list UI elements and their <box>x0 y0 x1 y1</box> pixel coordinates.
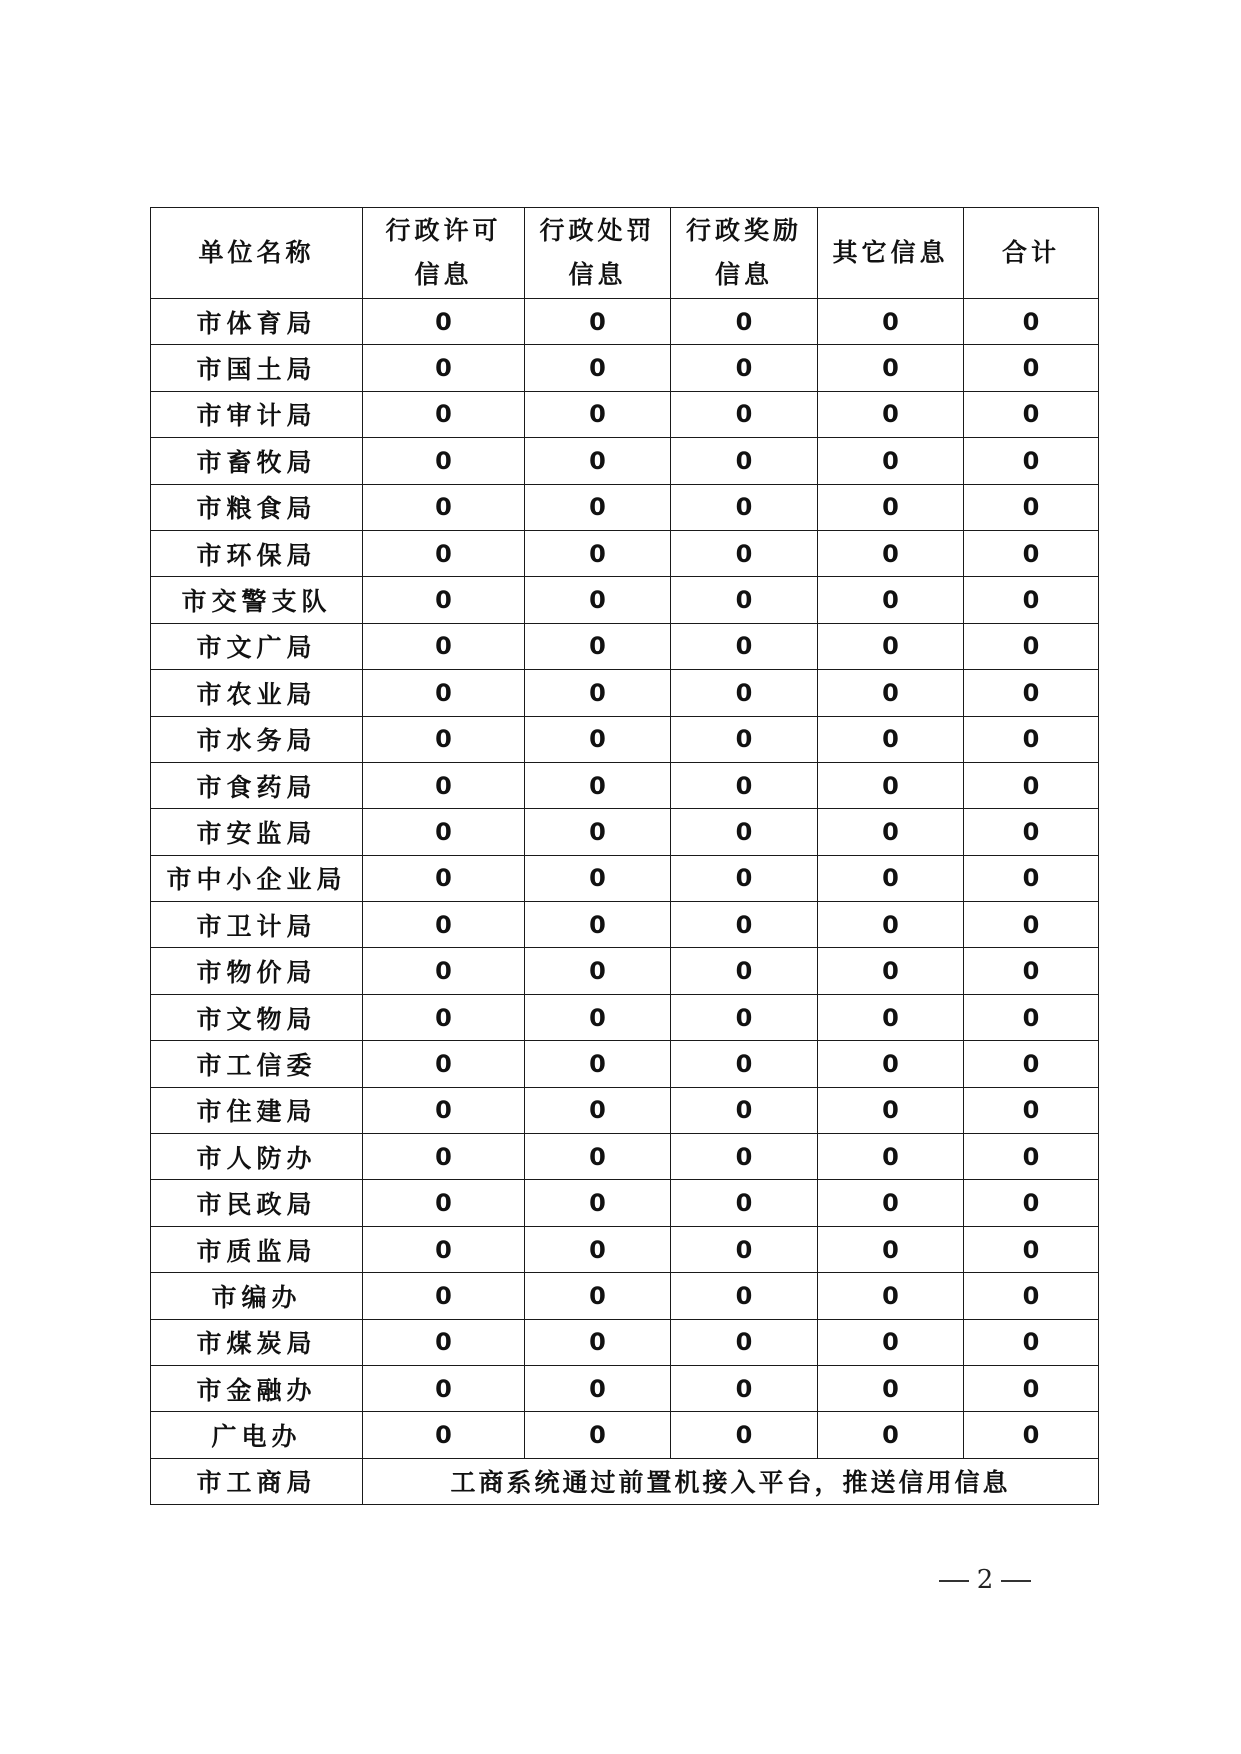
reward-count-cell: 0 <box>671 902 818 948</box>
table-row <box>151 1134 1099 1180</box>
reward-count-cell: 0 <box>671 1412 818 1458</box>
other-count-cell: 0 <box>818 1273 964 1319</box>
permit-count-cell: 0 <box>363 1087 525 1133</box>
penalty-count-cell: 0 <box>525 1087 671 1133</box>
unit-name-cell: 市编办 <box>151 1273 363 1319</box>
penalty-count-cell: 0 <box>525 994 671 1040</box>
total-count-cell: 0 <box>964 391 1099 437</box>
total-count-cell: 0 <box>964 577 1099 623</box>
unit-name-cell: 市中小企业局 <box>151 855 363 901</box>
other-count-cell: 0 <box>818 530 964 576</box>
table-body <box>151 299 1099 1505</box>
permit-count-cell: 0 <box>363 902 525 948</box>
total-count-cell: 0 <box>964 762 1099 808</box>
reward-count-cell: 0 <box>671 345 818 391</box>
header-other-info: 其它信息 <box>818 208 964 299</box>
permit-count-cell: 0 <box>363 1412 525 1458</box>
unit-name-cell: 市住建局 <box>151 1087 363 1133</box>
other-count-cell: 0 <box>818 855 964 901</box>
integration-note-cell: 工商系统通过前置机接入平台，推送信用信息 <box>363 1458 1099 1504</box>
table-row <box>151 1365 1099 1411</box>
unit-name-cell: 市国土局 <box>151 345 363 391</box>
permit-count-cell: 0 <box>363 948 525 994</box>
total-count-cell: 0 <box>964 1180 1099 1226</box>
table-row <box>151 484 1099 530</box>
penalty-count-cell: 0 <box>525 948 671 994</box>
other-count-cell: 0 <box>818 577 964 623</box>
other-count-cell: 0 <box>818 670 964 716</box>
total-count-cell: 0 <box>964 994 1099 1040</box>
unit-name-cell: 市民政局 <box>151 1180 363 1226</box>
reward-count-cell: 0 <box>671 1365 818 1411</box>
total-count-cell: 0 <box>964 530 1099 576</box>
table-row <box>151 1041 1099 1087</box>
total-count-cell: 0 <box>964 1226 1099 1272</box>
table-row <box>151 1226 1099 1272</box>
header-reward-line-2: 信息 <box>714 260 773 289</box>
page-number-dash-left <box>939 1580 969 1582</box>
total-count-cell: 0 <box>964 1087 1099 1133</box>
total-count-cell: 0 <box>964 1412 1099 1458</box>
penalty-count-cell: 0 <box>525 1226 671 1272</box>
total-count-cell: 0 <box>964 1041 1099 1087</box>
total-count-cell: 0 <box>964 299 1099 345</box>
table-row <box>151 902 1099 948</box>
permit-count-cell: 0 <box>363 299 525 345</box>
unit-name-cell: 市畜牧局 <box>151 438 363 484</box>
table-row <box>151 1273 1099 1319</box>
unit-name-cell: 市质监局 <box>151 1226 363 1272</box>
other-count-cell: 0 <box>818 1180 964 1226</box>
permit-count-cell: 0 <box>363 1226 525 1272</box>
page-number-dash-right <box>1001 1580 1031 1582</box>
penalty-count-cell: 0 <box>525 299 671 345</box>
permit-count-cell: 0 <box>363 855 525 901</box>
credit-info-table <box>150 207 1099 1505</box>
other-count-cell: 0 <box>818 948 964 994</box>
permit-count-cell: 0 <box>363 577 525 623</box>
penalty-count-cell: 0 <box>525 1365 671 1411</box>
unit-name-cell: 市文物局 <box>151 994 363 1040</box>
penalty-count-cell: 0 <box>525 345 671 391</box>
table-row <box>151 530 1099 576</box>
header-unit-name: 单位名称 <box>151 208 363 299</box>
penalty-count-cell: 0 <box>525 809 671 855</box>
permit-count-cell: 0 <box>363 438 525 484</box>
other-count-cell: 0 <box>818 391 964 437</box>
reward-count-cell: 0 <box>671 948 818 994</box>
penalty-count-cell: 0 <box>525 902 671 948</box>
total-count-cell: 0 <box>964 1273 1099 1319</box>
permit-count-cell: 0 <box>363 530 525 576</box>
page-number <box>930 1565 1040 1595</box>
reward-count-cell: 0 <box>671 299 818 345</box>
header-permit-line-2: 信息 <box>414 260 473 289</box>
unit-name-cell: 市物价局 <box>151 948 363 994</box>
total-count-cell: 0 <box>964 1365 1099 1411</box>
total-count-cell: 0 <box>964 855 1099 901</box>
reward-count-cell: 0 <box>671 1180 818 1226</box>
other-count-cell: 0 <box>818 1412 964 1458</box>
total-count-cell: 0 <box>964 716 1099 762</box>
header-reward-line-1: 行政奖励 <box>685 216 802 245</box>
penalty-count-cell: 0 <box>525 670 671 716</box>
total-count-cell: 0 <box>964 1134 1099 1180</box>
other-count-cell: 0 <box>818 762 964 808</box>
other-count-cell: 0 <box>818 438 964 484</box>
reward-count-cell: 0 <box>671 484 818 530</box>
table-row <box>151 809 1099 855</box>
total-count-cell: 0 <box>964 809 1099 855</box>
total-count-cell: 0 <box>964 345 1099 391</box>
table-row <box>151 1412 1099 1458</box>
header-total: 合计 <box>964 208 1099 299</box>
unit-name-cell: 市食药局 <box>151 762 363 808</box>
permit-count-cell: 0 <box>363 345 525 391</box>
total-count-cell: 0 <box>964 623 1099 669</box>
reward-count-cell: 0 <box>671 855 818 901</box>
reward-count-cell: 0 <box>671 577 818 623</box>
table-row <box>151 994 1099 1040</box>
table-row <box>151 670 1099 716</box>
reward-count-cell: 0 <box>671 762 818 808</box>
permit-count-cell: 0 <box>363 484 525 530</box>
penalty-count-cell: 0 <box>525 1273 671 1319</box>
unit-name-cell: 市人防办 <box>151 1134 363 1180</box>
total-count-cell: 0 <box>964 438 1099 484</box>
unit-name-cell: 市文广局 <box>151 623 363 669</box>
reward-count-cell: 0 <box>671 1273 818 1319</box>
permit-count-cell: 0 <box>363 1180 525 1226</box>
header-penalty-line-2: 信息 <box>568 260 627 289</box>
permit-count-cell: 0 <box>363 716 525 762</box>
other-count-cell: 0 <box>818 1087 964 1133</box>
permit-count-cell: 0 <box>363 762 525 808</box>
unit-name-cell: 市安监局 <box>151 809 363 855</box>
reward-count-cell: 0 <box>671 1087 818 1133</box>
penalty-count-cell: 0 <box>525 762 671 808</box>
table-row <box>151 1180 1099 1226</box>
penalty-count-cell: 0 <box>525 1180 671 1226</box>
penalty-count-cell: 0 <box>525 438 671 484</box>
penalty-count-cell: 0 <box>525 530 671 576</box>
header-reward-info <box>671 208 818 299</box>
unit-name-cell: 市交警支队 <box>151 577 363 623</box>
table-header-row <box>151 208 1099 299</box>
other-count-cell: 0 <box>818 1041 964 1087</box>
permit-count-cell: 0 <box>363 1365 525 1411</box>
unit-name-cell: 市水务局 <box>151 716 363 762</box>
penalty-count-cell: 0 <box>525 1041 671 1087</box>
header-permit-line-1: 行政许可 <box>385 216 502 245</box>
permit-count-cell: 0 <box>363 1134 525 1180</box>
table-row <box>151 345 1099 391</box>
penalty-count-cell: 0 <box>525 484 671 530</box>
unit-name-cell: 市体育局 <box>151 299 363 345</box>
total-count-cell: 0 <box>964 902 1099 948</box>
total-count-cell: 0 <box>964 948 1099 994</box>
unit-name-cell: 市粮食局 <box>151 484 363 530</box>
penalty-count-cell: 0 <box>525 1134 671 1180</box>
penalty-count-cell: 0 <box>525 855 671 901</box>
unit-name-cell: 市环保局 <box>151 530 363 576</box>
permit-count-cell: 0 <box>363 1041 525 1087</box>
unit-name-cell: 市农业局 <box>151 670 363 716</box>
table-row <box>151 391 1099 437</box>
permit-count-cell: 0 <box>363 809 525 855</box>
table-row <box>151 762 1099 808</box>
reward-count-cell: 0 <box>671 623 818 669</box>
table-row <box>151 1319 1099 1365</box>
reward-count-cell: 0 <box>671 1134 818 1180</box>
reward-count-cell: 0 <box>671 530 818 576</box>
other-count-cell: 0 <box>818 345 964 391</box>
other-count-cell: 0 <box>818 1226 964 1272</box>
other-count-cell: 0 <box>818 902 964 948</box>
unit-name-cell: 市卫计局 <box>151 902 363 948</box>
permit-count-cell: 0 <box>363 623 525 669</box>
reward-count-cell: 0 <box>671 438 818 484</box>
header-penalty-line-1: 行政处罚 <box>539 216 656 245</box>
reward-count-cell: 0 <box>671 670 818 716</box>
table-row <box>151 855 1099 901</box>
header-permit-info <box>363 208 525 299</box>
table-row <box>151 299 1099 345</box>
other-count-cell: 0 <box>818 1365 964 1411</box>
table-row <box>151 623 1099 669</box>
unit-name-cell: 市工商局 <box>151 1458 363 1504</box>
other-count-cell: 0 <box>818 1134 964 1180</box>
reward-count-cell: 0 <box>671 391 818 437</box>
other-count-cell: 0 <box>818 299 964 345</box>
permit-count-cell: 0 <box>363 1319 525 1365</box>
penalty-count-cell: 0 <box>525 716 671 762</box>
penalty-count-cell: 0 <box>525 577 671 623</box>
table-row <box>151 1087 1099 1133</box>
unit-name-cell: 广电办 <box>151 1412 363 1458</box>
reward-count-cell: 0 <box>671 1041 818 1087</box>
reward-count-cell: 0 <box>671 1226 818 1272</box>
table-row <box>151 438 1099 484</box>
table-row <box>151 948 1099 994</box>
total-count-cell: 0 <box>964 670 1099 716</box>
reward-count-cell: 0 <box>671 716 818 762</box>
unit-name-cell: 市金融办 <box>151 1365 363 1411</box>
table-row-final <box>151 1458 1099 1504</box>
other-count-cell: 0 <box>818 809 964 855</box>
penalty-count-cell: 0 <box>525 1412 671 1458</box>
reward-count-cell: 0 <box>671 1319 818 1365</box>
other-count-cell: 0 <box>818 623 964 669</box>
permit-count-cell: 0 <box>363 391 525 437</box>
unit-name-cell: 市工信委 <box>151 1041 363 1087</box>
other-count-cell: 0 <box>818 994 964 1040</box>
permit-count-cell: 0 <box>363 1273 525 1319</box>
table-row <box>151 716 1099 762</box>
penalty-count-cell: 0 <box>525 391 671 437</box>
total-count-cell: 0 <box>964 1319 1099 1365</box>
other-count-cell: 0 <box>818 1319 964 1365</box>
other-count-cell: 0 <box>818 484 964 530</box>
penalty-count-cell: 0 <box>525 623 671 669</box>
unit-name-cell: 市煤炭局 <box>151 1319 363 1365</box>
other-count-cell: 0 <box>818 716 964 762</box>
total-count-cell: 0 <box>964 484 1099 530</box>
permit-count-cell: 0 <box>363 994 525 1040</box>
page-number-value: 2 <box>976 1565 994 1595</box>
permit-count-cell: 0 <box>363 670 525 716</box>
reward-count-cell: 0 <box>671 809 818 855</box>
penalty-count-cell: 0 <box>525 1319 671 1365</box>
unit-name-cell: 市审计局 <box>151 391 363 437</box>
table-row <box>151 577 1099 623</box>
header-penalty-info <box>525 208 671 299</box>
reward-count-cell: 0 <box>671 994 818 1040</box>
